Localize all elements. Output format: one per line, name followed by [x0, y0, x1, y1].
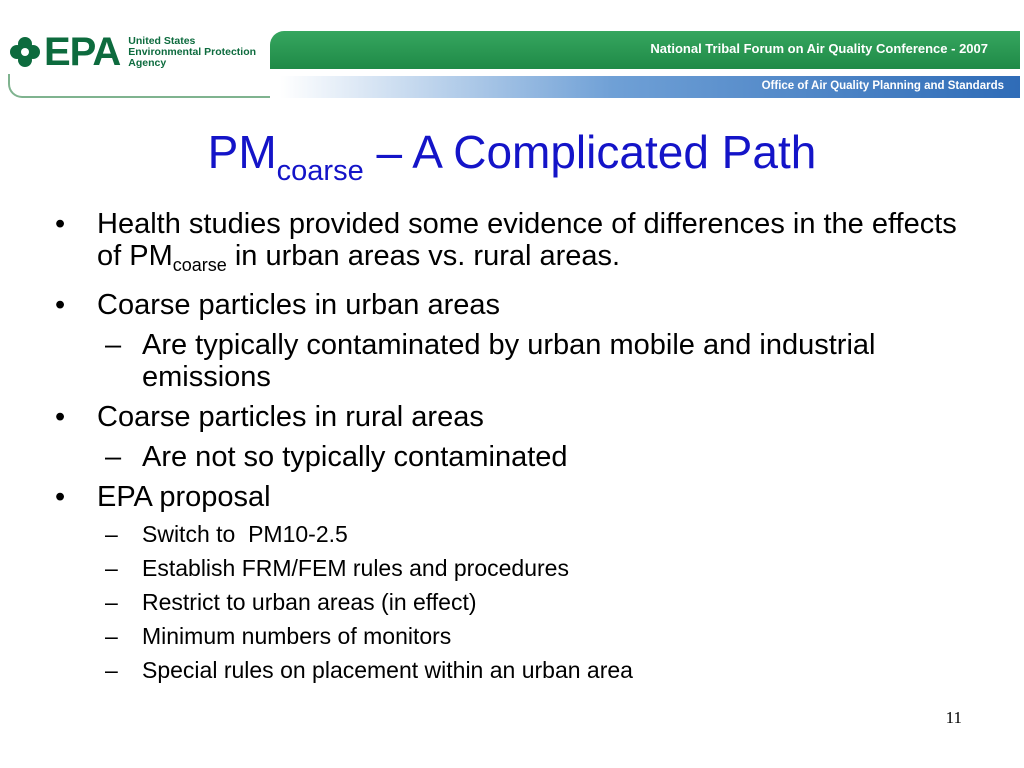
bullet-item [55, 401, 985, 433]
bullet-text-part: Health studies provided some evidence of differences in the effects of PM [97, 208, 957, 272]
bullet-mark: • [55, 289, 66, 321]
conference-title: National Tribal Forum on Air Quality Conference - 2007 [650, 41, 988, 56]
bullet-text: Coarse particles in urban areas [97, 289, 500, 321]
sub-bullet-item [105, 521, 985, 548]
sub-bullet-item [105, 555, 985, 582]
dash-mark: – [105, 589, 118, 615]
office-banner [280, 76, 1020, 98]
title-pm: PM [207, 126, 277, 178]
dash-mark: – [105, 329, 122, 361]
title-rest: – A Complicated Path [363, 126, 817, 178]
sub-bullet-text: Special rules on placement within an urban area [142, 657, 633, 683]
sub-bullet-text: Are not so typically contaminated [142, 441, 568, 473]
bullet-mark: • [55, 401, 66, 433]
header-accent-line [8, 74, 270, 98]
bullet-text [97, 208, 985, 281]
bullet-mark: • [55, 208, 66, 240]
dash-mark: – [105, 441, 122, 473]
office-name: Office of Air Quality Planning and Standards [761, 80, 1004, 92]
slide-header [0, 0, 1024, 100]
sub-bullet-item [105, 329, 985, 393]
agency-line-1: United States [128, 34, 196, 47]
title-subscript: coarse [276, 155, 364, 187]
dash-mark: – [105, 521, 118, 547]
sub-bullet-item [105, 441, 985, 473]
bullet-subscript: coarse [172, 255, 227, 275]
bullet-item [55, 289, 985, 321]
agency-line-2: Environmental Protection [128, 45, 257, 58]
sub-bullet-item [105, 589, 985, 616]
slide-title [0, 122, 1024, 201]
bullet-item [55, 208, 985, 281]
agency-name [128, 36, 256, 69]
sub-bullet-text: Are typically contaminated by urban mobile and industrial emissions [142, 329, 876, 393]
bullet-text: EPA proposal [97, 481, 271, 513]
slide-body [55, 208, 985, 691]
sub-bullet-item [105, 657, 985, 684]
sub-bullet-item [105, 623, 985, 650]
conference-banner [270, 31, 1020, 69]
sub-bullet-text: Minimum numbers of monitors [142, 623, 452, 649]
logo-wordmark: EPA [44, 30, 121, 74]
page-number: 11 [945, 708, 962, 727]
epa-flower-icon [8, 32, 42, 72]
bullet-text: Coarse particles in rural areas [97, 401, 484, 433]
agency-line-3: Agency [128, 56, 167, 69]
dash-mark: – [105, 657, 118, 683]
epa-logo [8, 30, 256, 74]
bullet-text-part: in urban areas vs. rural areas. [226, 240, 621, 272]
dash-mark: – [105, 623, 118, 649]
bullet-item [55, 481, 985, 513]
sub-bullet-text: Switch to PM10-2.5 [142, 521, 348, 547]
bullet-mark: • [55, 481, 66, 513]
sub-bullet-text: Restrict to urban areas (in effect) [142, 589, 477, 615]
dash-mark: – [105, 555, 118, 581]
sub-bullet-text: Establish FRM/FEM rules and procedures [142, 555, 569, 581]
